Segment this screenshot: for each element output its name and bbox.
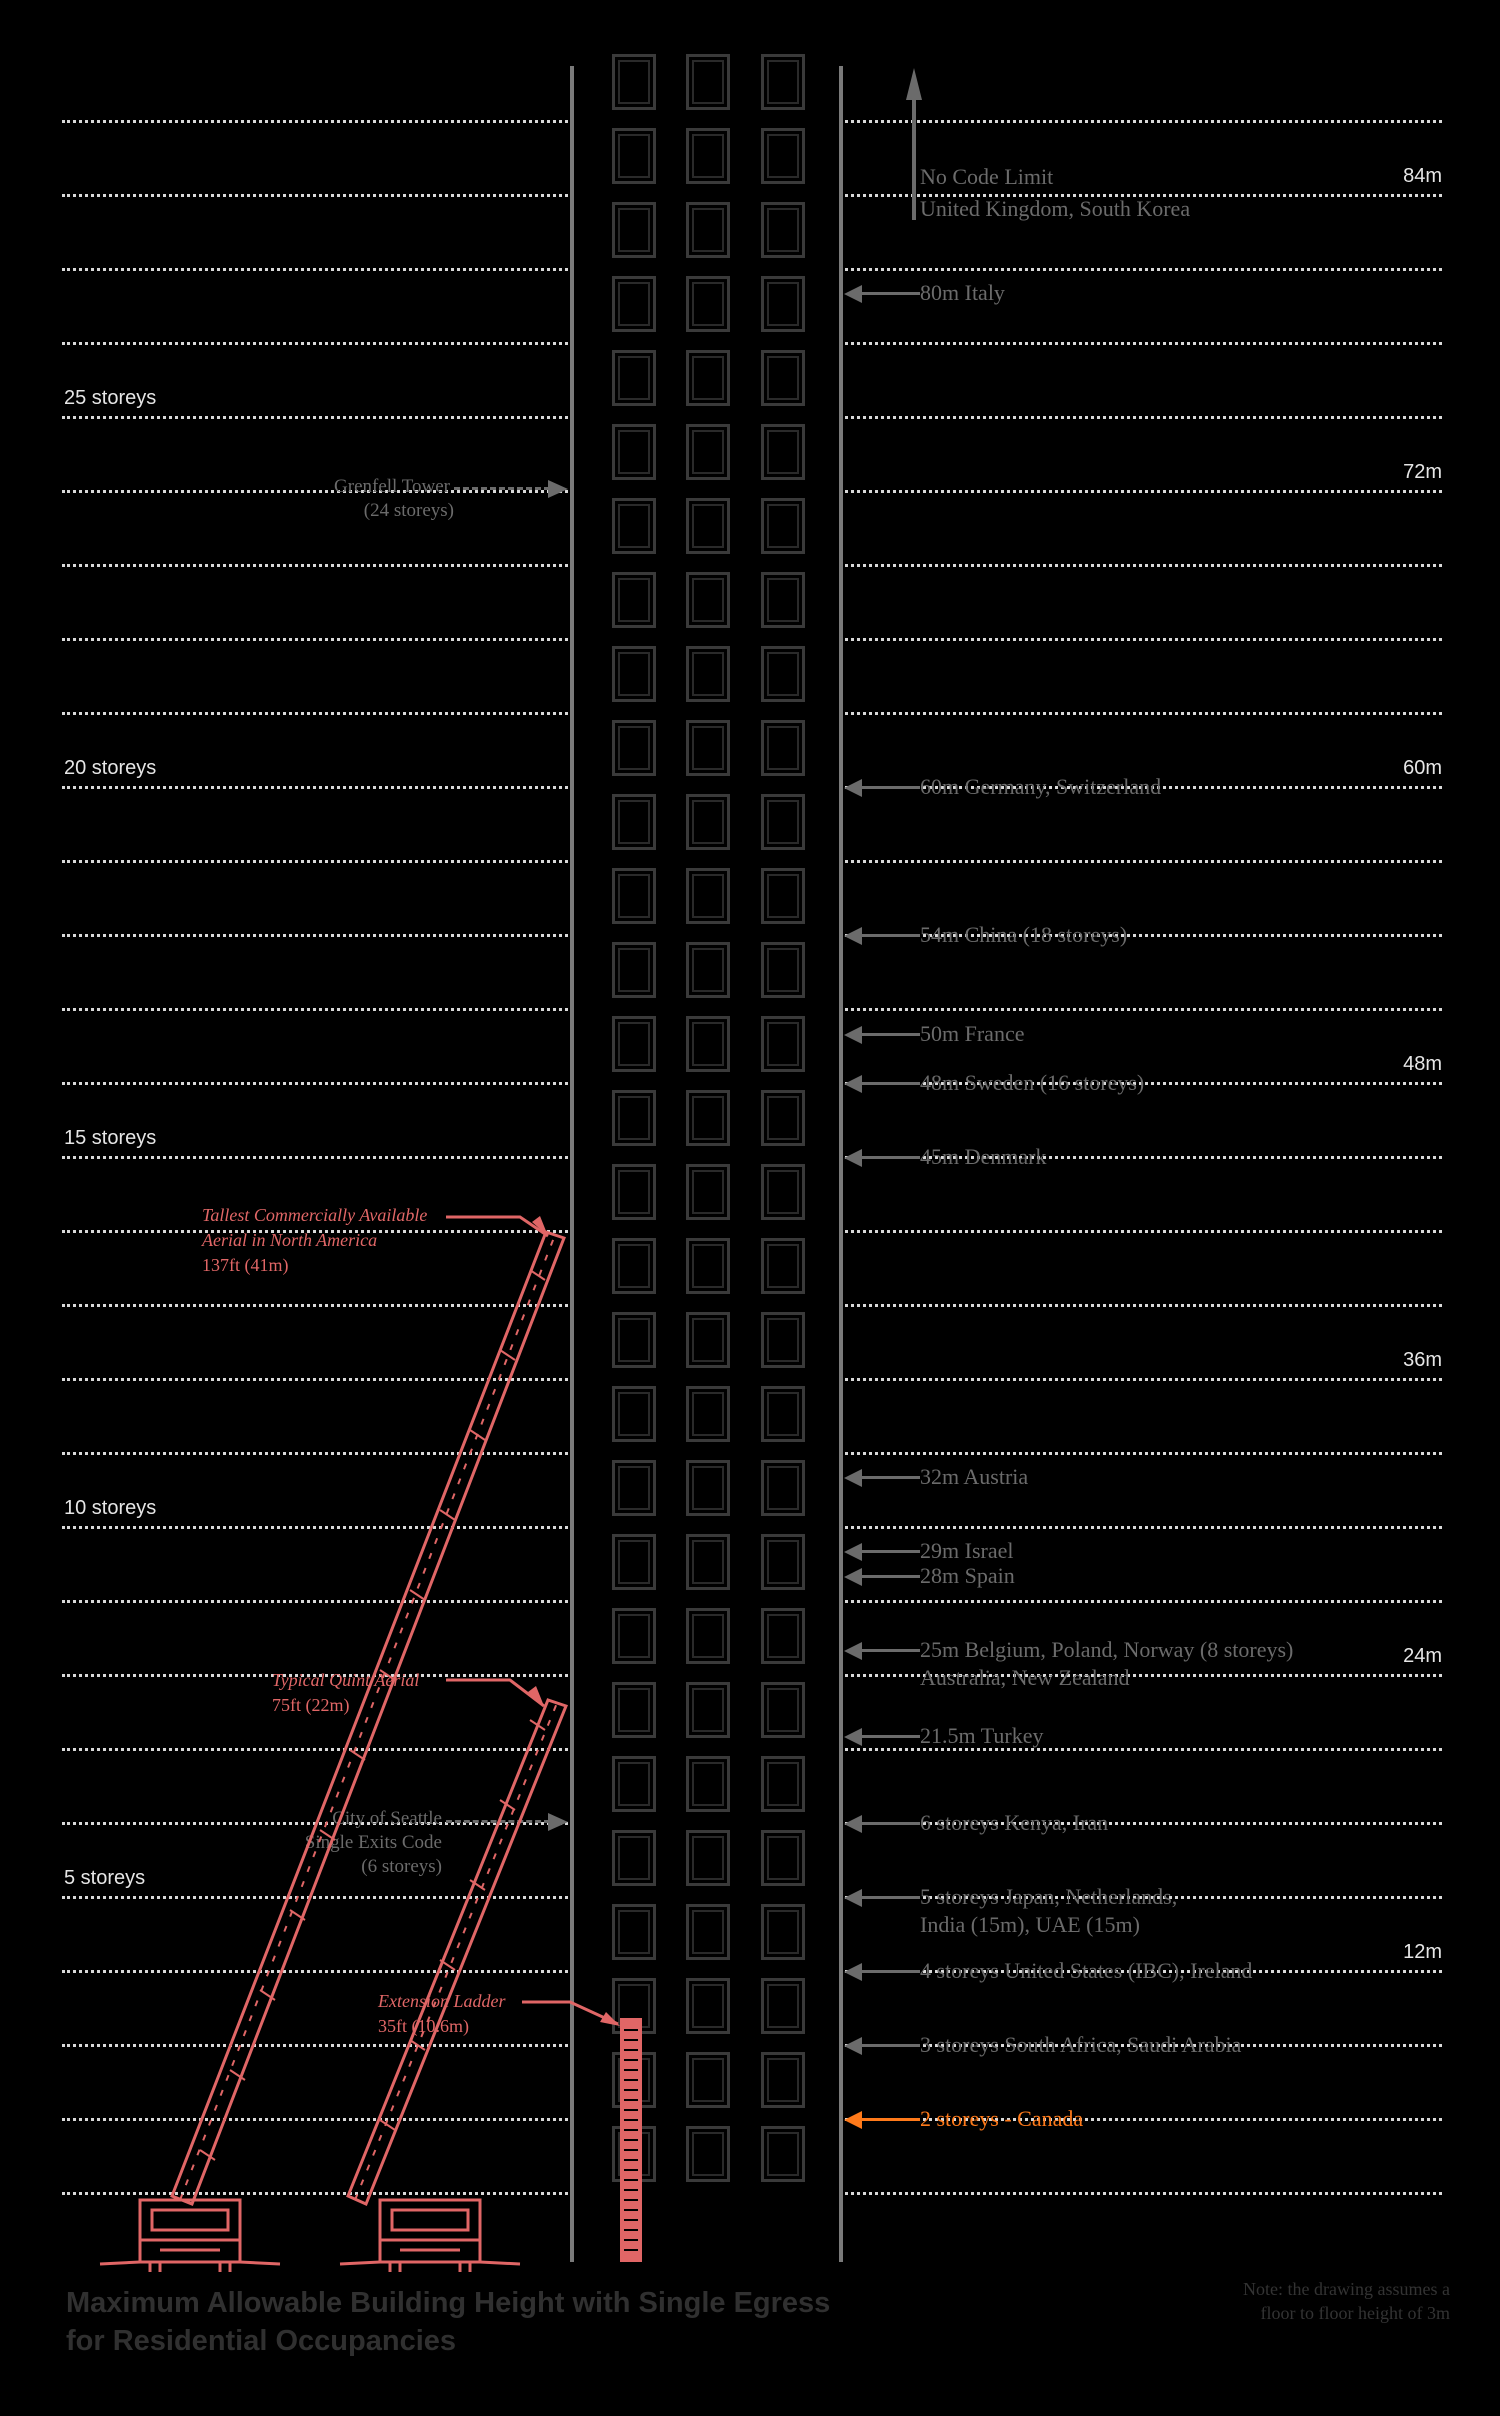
quint-aerial-label: Typical Quint Aerial (272, 1670, 420, 1690)
meter-label: 84m (1403, 165, 1442, 187)
title-line-1: Maximum Allowable Building Height with Single Egress (66, 2287, 831, 2319)
extension-ladder-label: Extension Ladder (378, 1991, 506, 2011)
country-label-highlighted: 2 storeys - Canada (920, 2106, 1084, 2131)
drawing-note (1243, 2277, 1450, 2325)
storey-label: 5 storeys (64, 1867, 146, 1889)
tall-aerial-ladder-icon (172, 1232, 564, 2204)
storey-label: 10 storeys (64, 1497, 157, 1519)
country-label: 21.5m Turkey (920, 1723, 1044, 1748)
country-label: 6 storeys Kenya, Iran (920, 1810, 1109, 1835)
diagram-title (66, 2284, 830, 2360)
storey-label: 15 storeys (64, 1127, 157, 1149)
grenfell-storeys: (24 storeys) (363, 500, 454, 521)
no-code-limit-countries: United Kingdom, South Korea (920, 196, 1191, 221)
country-label-continued: Australia, New Zealand (920, 1665, 1130, 1690)
tallest-aerial-pointer (446, 1217, 548, 1236)
country-label: 50m France (920, 1021, 1025, 1046)
country-label: 54m China (18 storeys) (920, 922, 1128, 947)
country-label: 25m Belgium, Poland, Norway (8 storeys) (920, 1637, 1294, 1662)
grenfell-label: Grenfell Tower (334, 476, 450, 497)
quint-aerial-height: 75ft (22m) (272, 1695, 350, 1715)
title-line-2: for Residential Occupancies (66, 2325, 457, 2357)
meter-label: 36m (1403, 1349, 1442, 1371)
country-label: 28m Spain (920, 1563, 1015, 1588)
country-label: 45m Denmark (920, 1144, 1047, 1169)
no-code-limit-label: No Code Limit (920, 164, 1054, 189)
meter-label: 24m (1403, 1645, 1442, 1667)
meter-label: 48m (1403, 1053, 1442, 1075)
country-label: 4 storeys United States (IBC), Ireland (920, 1958, 1253, 1983)
fire-truck-icon (100, 2200, 280, 2272)
storey-label: 25 storeys (64, 387, 157, 409)
meter-label: 12m (1403, 1941, 1442, 1963)
country-label: 60m Germany, Switzerland (920, 774, 1162, 799)
storey-label: 20 storeys (64, 757, 157, 779)
note-line-1: Note: the drawing assumes a (1243, 2279, 1450, 2299)
meter-label: 60m (1403, 757, 1442, 779)
country-label: 32m Austria (920, 1464, 1029, 1489)
country-label: 48m Sweden (16 storeys) (920, 1070, 1145, 1095)
seattle-storeys: (6 storeys) (361, 1856, 442, 1877)
fire-truck-icon (340, 2200, 520, 2272)
country-label: 5 storeys Japan, Netherlands, (920, 1884, 1178, 1909)
tallest-aerial-height: 137ft (41m) (202, 1255, 289, 1275)
meter-label: 72m (1403, 461, 1442, 483)
tallest-aerial-label: Tallest Commercially Available (202, 1205, 428, 1225)
country-label: 3 storeys South Africa, Saudi Arabia (920, 2032, 1242, 2057)
seattle-code: Single Exits Code (304, 1832, 442, 1853)
country-label-continued: India (15m), UAE (15m) (920, 1912, 1140, 1937)
tallest-aerial-sublabel: Aerial in North America (202, 1230, 378, 1250)
seattle-label: City of Seattle (332, 1808, 442, 1829)
country-label: 80m Italy (920, 280, 1005, 305)
country-label: 29m Israel (920, 1538, 1014, 1563)
extension-ladder-height: 35ft (10.6m) (378, 2016, 469, 2036)
extension-ladder-icon (620, 2018, 642, 2262)
quint-aerial-ladder-icon (348, 1700, 566, 2204)
note-line-2: floor to floor height of 3m (1260, 2303, 1450, 2323)
